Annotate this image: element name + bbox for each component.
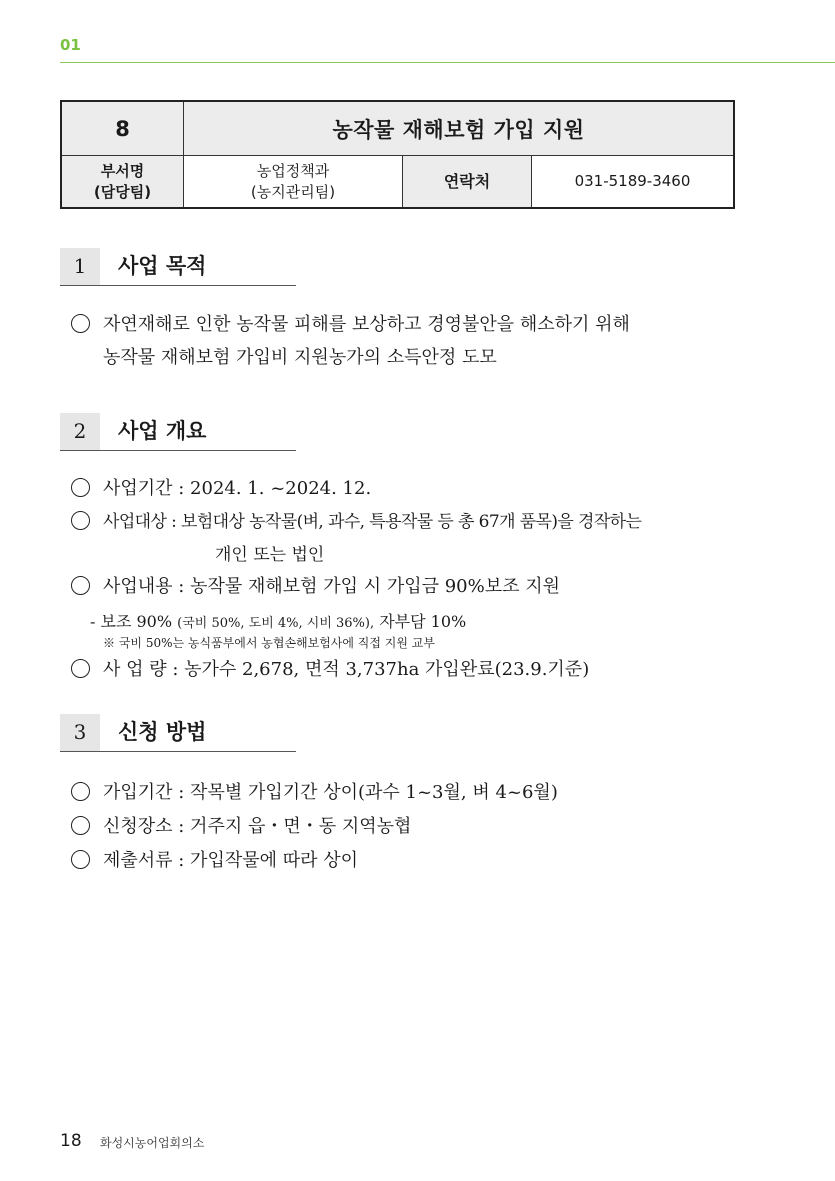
circle-bullet-icon [71, 478, 90, 497]
page-number: 18 [60, 1131, 82, 1151]
dept-label-line2: (담당팀) [93, 182, 152, 201]
project-info-table [60, 100, 735, 209]
project-title: 농작물 재해보험 가입 지원 [184, 101, 735, 156]
circle-bullet-icon [71, 511, 90, 530]
circle-bullet-icon [71, 816, 90, 835]
overview-target-2: 개인 또는 법인 [215, 545, 325, 565]
overview-target-1: 사업대상 : 보험대상 농작물(벼, 과수, 특용작물 등 총 67개 품목)을 경작하는 [103, 512, 642, 532]
purpose-line-2: 농작물 재해보험 가입비 지원농가의 소득안정 도모 [103, 347, 497, 368]
overview-subsidy [90, 609, 466, 632]
contact-label: 연락처 [403, 156, 532, 209]
contact-value: 031-5189-3460 [532, 156, 735, 209]
dept-value-line1: 농업정책과 [256, 161, 330, 180]
chapter-divider [60, 62, 835, 63]
section-heading-overview [60, 413, 296, 451]
apply-period: 가입기간 : 작목별 가입기간 상이(과수 1~3월, 벼 4~6월) [103, 782, 558, 803]
section-title: 신청 방법 [118, 720, 207, 744]
subsidy-self: 자부담 10% [379, 612, 467, 631]
project-number: 8 [61, 101, 184, 156]
circle-bullet-icon [71, 850, 90, 869]
dept-label [61, 156, 184, 209]
dept-value [184, 156, 403, 209]
purpose-line-1: 자연재해로 인한 농작물 피해를 보상하고 경영불안을 해소하기 위해 [103, 314, 630, 335]
overview-content: 사업내용 : 농작물 재해보험 가입 시 가입금 90%보조 지원 [103, 576, 560, 597]
section-number: 1 [60, 248, 100, 285]
section-heading-apply [60, 714, 296, 752]
circle-bullet-icon [71, 659, 90, 678]
footer-organization: 화성시농어업회의소 [100, 1136, 205, 1150]
apply-docs: 제출서류 : 가입작물에 따라 상이 [103, 850, 358, 871]
section-title: 사업 개요 [118, 419, 207, 443]
chapter-number: 01 [60, 36, 81, 54]
section-number: 2 [60, 413, 100, 450]
circle-bullet-icon [71, 314, 90, 333]
subsidy-breakdown: (국비 50%, 도비 4%, 시비 36%), [177, 616, 375, 631]
apply-place: 신청장소 : 거주지 읍・면・동 지역농협 [103, 816, 412, 837]
overview-period: 사업기간 : 2024. 1. ~2024. 12. [103, 478, 372, 499]
section-title: 사업 목적 [118, 254, 207, 278]
dept-value-line2: (농지관리팀) [250, 182, 336, 201]
overview-volume: 사 업 량 : 농가수 2,678, 면적 3,737ha 가입완료(23.9.기준) [103, 659, 590, 680]
section-heading-purpose [60, 248, 296, 286]
subsidy-rate: - 보조 90% [90, 612, 173, 631]
dept-label-line1: 부서명 [100, 161, 145, 180]
overview-note: ※ 국비 50%는 농식품부에서 농협손해보험사에 직접 지원 교부 [103, 636, 435, 650]
circle-bullet-icon [71, 782, 90, 801]
circle-bullet-icon [71, 576, 90, 595]
section-number: 3 [60, 714, 100, 751]
